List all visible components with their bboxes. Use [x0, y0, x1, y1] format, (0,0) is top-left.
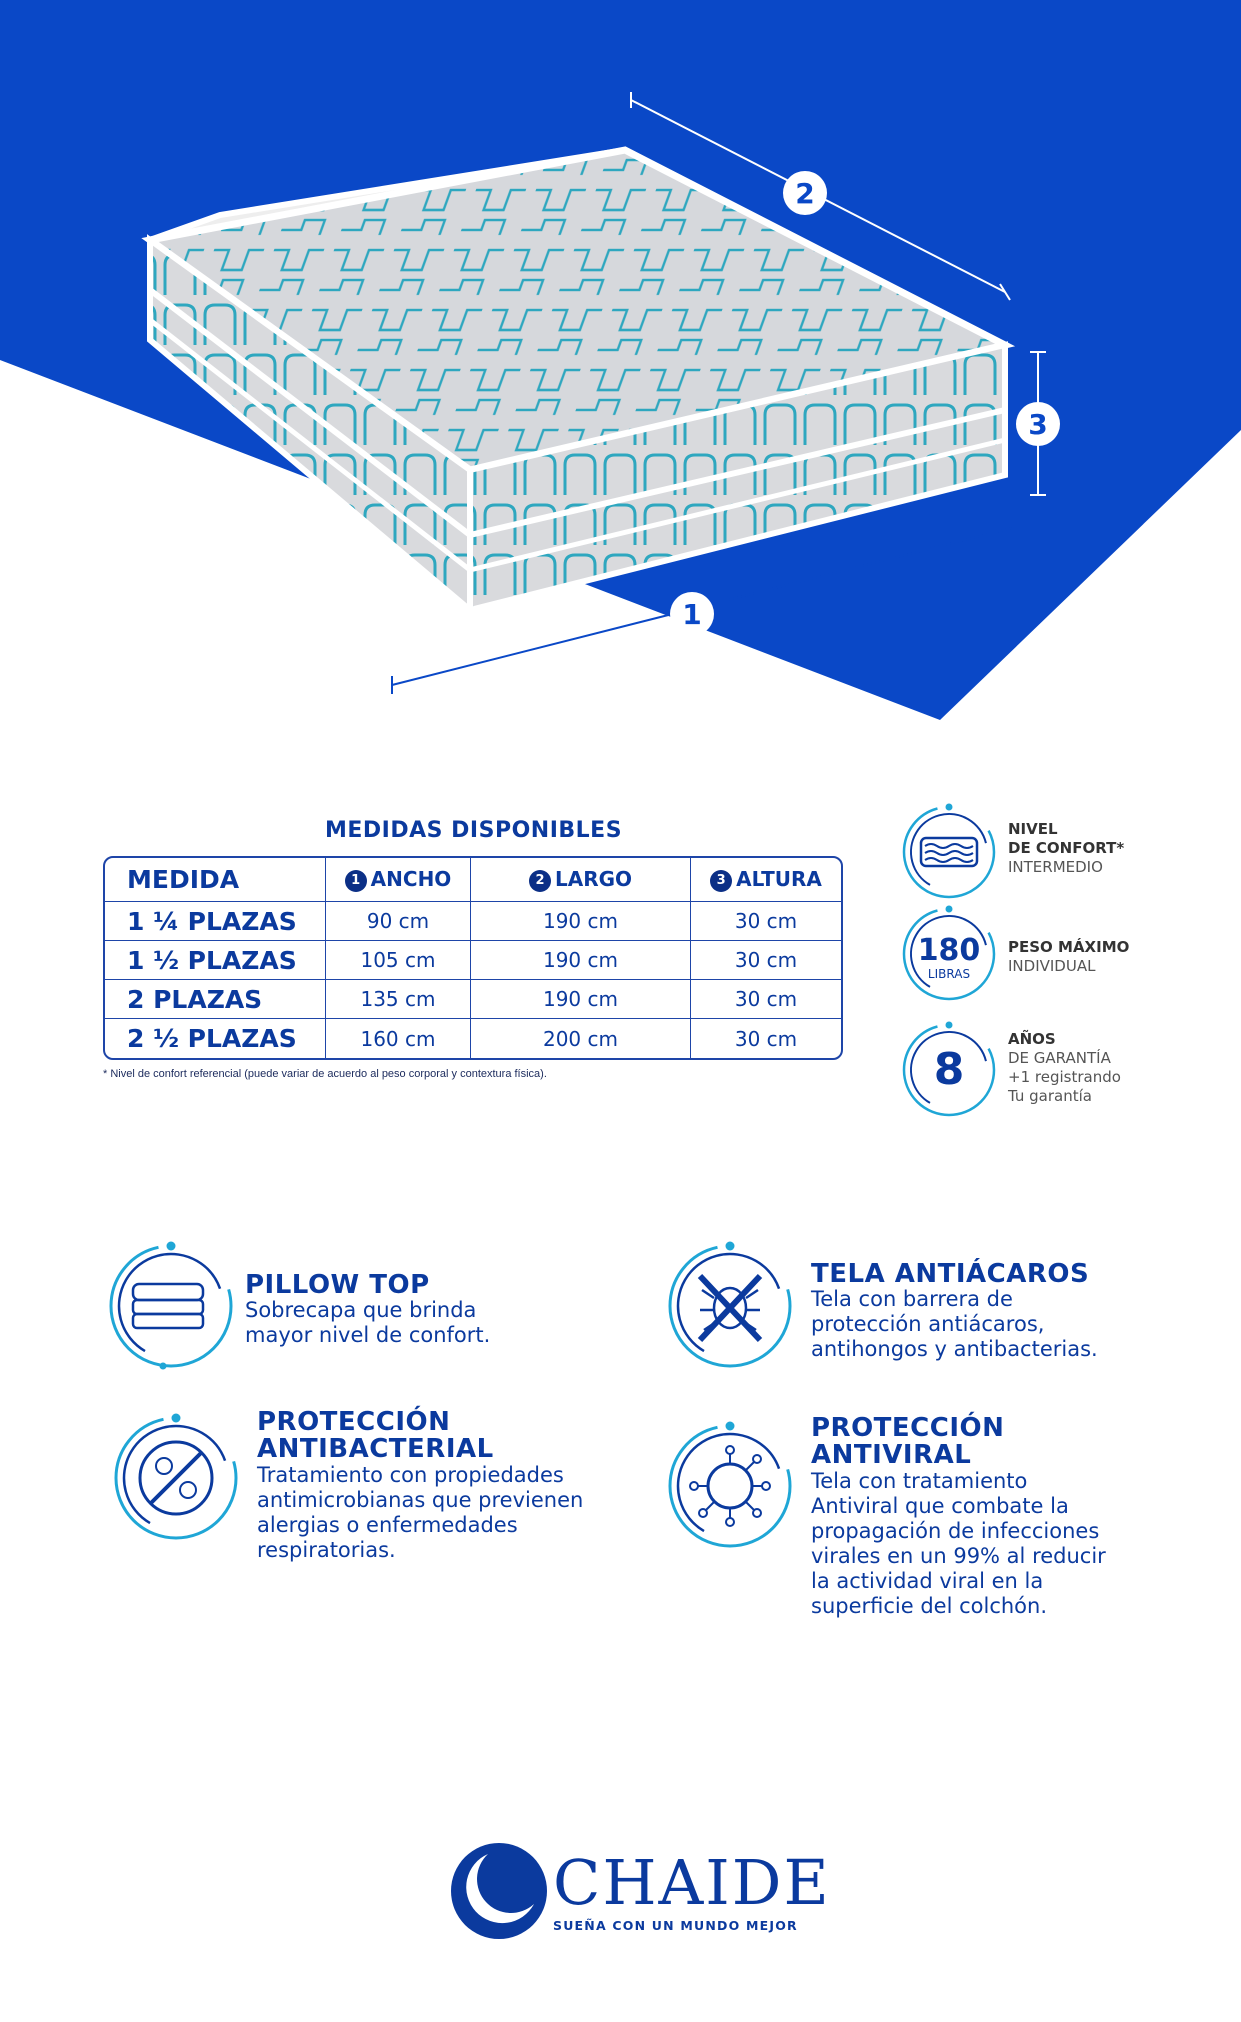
- cell-largo: 190 cm: [470, 902, 690, 941]
- sizes-table: [103, 856, 843, 1060]
- antiviral-desc-3: propagación de infecciones: [811, 1519, 1100, 1543]
- antibacterial-desc-2: antimicrobianas que previenen: [257, 1488, 584, 1512]
- weight-value: INDIVIDUAL: [1008, 957, 1096, 975]
- antiviral-title-1: PROTECCIÓN: [811, 1413, 1005, 1443]
- header-medida: MEDIDA: [105, 858, 325, 902]
- antiviral-desc-4: virales en un 99% al reducir: [811, 1544, 1106, 1568]
- header-ancho: 1 ANCHO: [325, 858, 470, 902]
- antiviral-desc-1: Tela con tratamiento: [811, 1469, 1028, 1493]
- table-row: [105, 1019, 841, 1058]
- pillow-top-icon: [103, 1238, 239, 1374]
- warranty-icon: [897, 1018, 1001, 1122]
- warranty-title: AÑOS: [1008, 1030, 1056, 1048]
- cell-largo: 190 cm: [470, 941, 690, 980]
- table-row: [105, 902, 841, 941]
- comfort-icon: [897, 800, 1001, 904]
- antibacterial-desc-4: respiratorias.: [257, 1538, 396, 1562]
- comfort-value: INTERMEDIO: [1008, 858, 1103, 876]
- cell-ancho: 135 cm: [325, 980, 470, 1019]
- hero-image: [0, 0, 1241, 720]
- cell-altura: 30 cm: [690, 980, 841, 1019]
- cell-ancho: 160 cm: [325, 1019, 470, 1058]
- antibacterial-desc-1: Tratamiento con propiedades: [257, 1463, 564, 1487]
- anti-mite-icon: [662, 1238, 798, 1374]
- cell-altura: 30 cm: [690, 902, 841, 941]
- warranty-line3: Tu garantía: [1008, 1087, 1092, 1105]
- cell-largo: 200 cm: [470, 1019, 690, 1058]
- antibacterial-desc-3: alergias o enfermedades: [257, 1513, 518, 1537]
- antibacterial-icon: [108, 1410, 244, 1546]
- antiviral-desc-5: la actividad viral en la: [811, 1569, 1044, 1593]
- cell-largo: 190 cm: [470, 980, 690, 1019]
- chaide-moon-logo-icon: [448, 1840, 550, 1942]
- anti-mite-title: TELA ANTIÁCAROS: [811, 1259, 1090, 1289]
- anti-mite-desc-2: protección antiácaros,: [811, 1312, 1045, 1336]
- comfort-title-1: NIVEL: [1008, 820, 1058, 838]
- anti-mite-desc-3: antihongos y antibacterias.: [811, 1337, 1098, 1361]
- antiviral-icon: [662, 1418, 798, 1554]
- chaide-tagline: SUEÑA CON UN MUNDO MEJOR: [553, 1918, 798, 1933]
- row-name: 2 PLAZAS: [105, 980, 325, 1019]
- cell-ancho: 90 cm: [325, 902, 470, 941]
- row-name: 1 ¼ PLAZAS: [105, 902, 325, 941]
- chaide-logo-word: CHAIDE: [553, 1846, 831, 1919]
- pillow-top-title: PILLOW TOP: [245, 1270, 430, 1300]
- cell-ancho: 105 cm: [325, 941, 470, 980]
- table-row: [105, 941, 841, 980]
- antiviral-desc-6: superficie del colchón.: [811, 1594, 1048, 1618]
- svg-text:180: 180: [917, 933, 981, 968]
- svg-text:3: 3: [1028, 408, 1048, 441]
- antibacterial-title-1: PROTECCIÓN: [257, 1407, 451, 1437]
- table-header-row: [105, 858, 841, 902]
- warranty-line2: +1 registrando: [1008, 1068, 1121, 1086]
- weight-icon: [897, 902, 1001, 1006]
- pillow-top-desc-2: mayor nivel de confort.: [245, 1323, 491, 1347]
- antiviral-title-2: ANTIVIRAL: [811, 1440, 972, 1470]
- svg-text:8: 8: [933, 1044, 965, 1095]
- comfort-title-2: DE CONFORT*: [1008, 839, 1125, 857]
- row-name: 1 ½ PLAZAS: [105, 941, 325, 980]
- antibacterial-title-2: ANTIBACTERIAL: [257, 1434, 494, 1464]
- cell-altura: 30 cm: [690, 941, 841, 980]
- warranty-line1: DE GARANTÍA: [1008, 1049, 1111, 1067]
- header-largo: 2 LARGO: [470, 858, 690, 902]
- anti-mite-desc-1: Tela con barrera de: [811, 1287, 1013, 1311]
- sizes-title: MEDIDAS DISPONIBLES: [325, 818, 623, 843]
- svg-text:1: 1: [682, 598, 702, 631]
- svg-text:LIBRAS: LIBRAS: [927, 967, 971, 981]
- weight-title: PESO MÁXIMO: [1008, 938, 1130, 956]
- row-name: 2 ½ PLAZAS: [127, 1024, 297, 1053]
- header-altura: 3 ALTURA: [690, 858, 841, 902]
- svg-text:2: 2: [795, 177, 815, 210]
- pillow-top-desc-1: Sobrecapa que brinda: [245, 1298, 477, 1322]
- table-footnote: * Nivel de confort referencial (puede variar de acuerdo al peso corporal y contextura física).: [103, 1068, 547, 1080]
- table-row: [105, 980, 841, 1019]
- cell-altura: 30 cm: [690, 1019, 841, 1058]
- antiviral-desc-2: Antiviral que combate la: [811, 1494, 1069, 1518]
